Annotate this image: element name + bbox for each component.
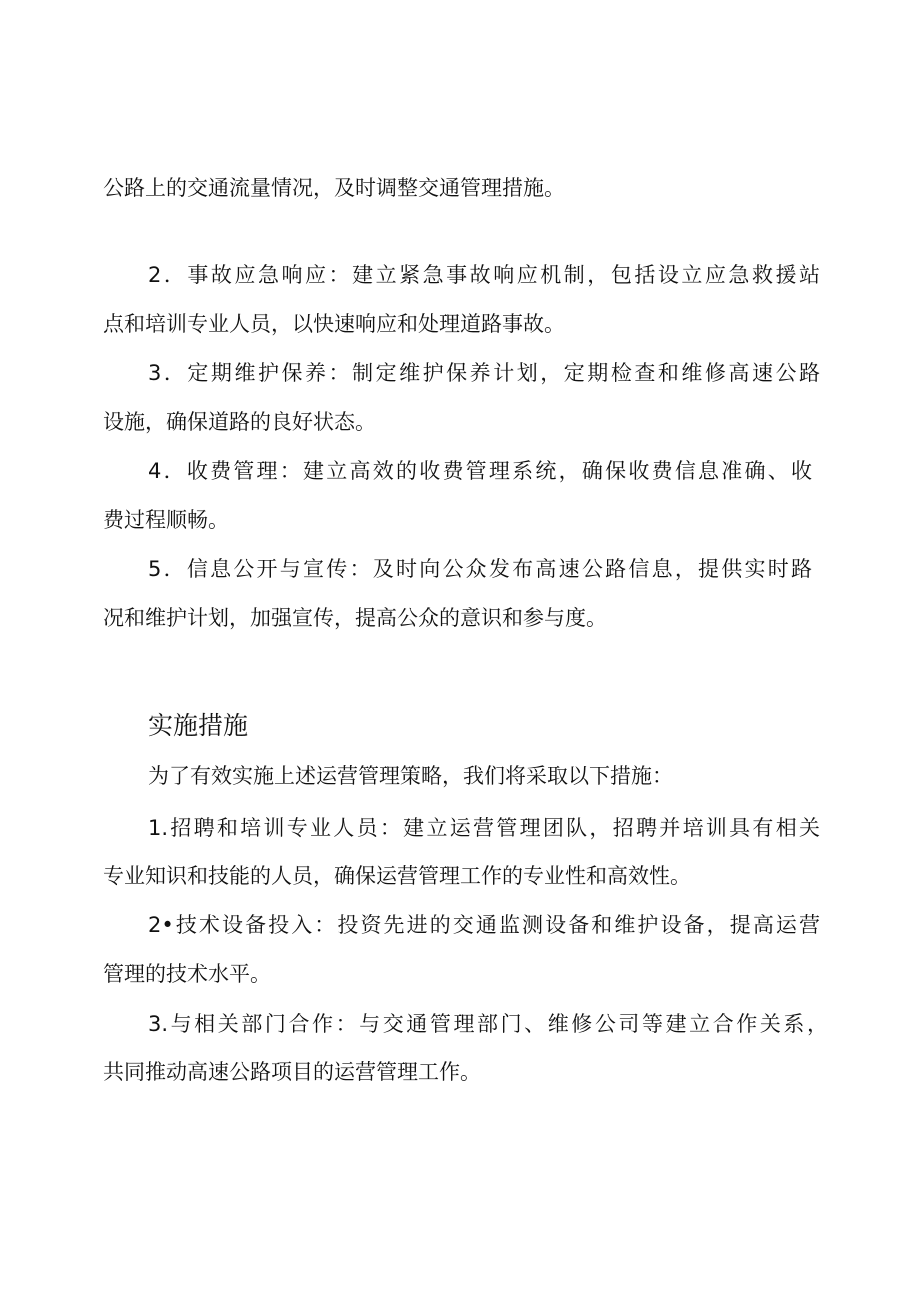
- strategy-item-5-line-1: 5．信息公开与宣传：及时向公众发布高速公路信息，提供实时路: [148, 557, 812, 581]
- strategy-item-4-line-1: 4．收费管理：建立高效的收费管理系统，确保收费信息准确、收: [148, 459, 812, 483]
- strategy-item-2-line-1: 2．事故应急响应：建立紧急事故响应机制，包括设立应急救援站: [148, 263, 820, 287]
- strategy-item-5-line-2: 况和维护计划，加强宣传，提高公众的意识和参与度。: [103, 606, 607, 630]
- measure-item-3-line-1: 3.与相关部门合作：与交通管理部门、维修公司等建立合作关系，: [148, 1012, 828, 1036]
- measure-item-2-line-1: 2•技术设备投入：投资先进的交通监测设备和维护设备，提高运营: [148, 913, 820, 937]
- strategy-item-3-line-2: 设施，确保道路的良好状态。: [103, 410, 376, 434]
- strategy-item-4-line-2: 费过程顺畅。: [103, 508, 229, 532]
- section-intro: 为了有效实施上述运营管理策略，我们将采取以下措施：: [148, 764, 673, 788]
- paragraph-continuation: 公路上的交通流量情况，及时调整交通管理措施。: [103, 176, 565, 200]
- measure-item-3-line-2: 共同推动高速公路项目的运营管理工作。: [103, 1060, 481, 1084]
- measure-item-2-line-2: 管理的技术水平。: [103, 962, 271, 986]
- strategy-item-3-line-1: 3．定期维护保养：制定维护保养计划，定期检查和维修高速公路: [148, 361, 820, 385]
- measure-item-1-line-2: 专业知识和技能的人员，确保运营管理工作的专业性和高效性。: [103, 864, 691, 888]
- section-heading: 实施措施: [148, 711, 249, 740]
- strategy-item-2-line-2: 点和培训专业人员，以快速响应和处理道路事故。: [103, 312, 565, 336]
- measure-item-1-line-1: 1.招聘和培训专业人员：建立运营管理团队，招聘并培训具有相关: [148, 816, 820, 840]
